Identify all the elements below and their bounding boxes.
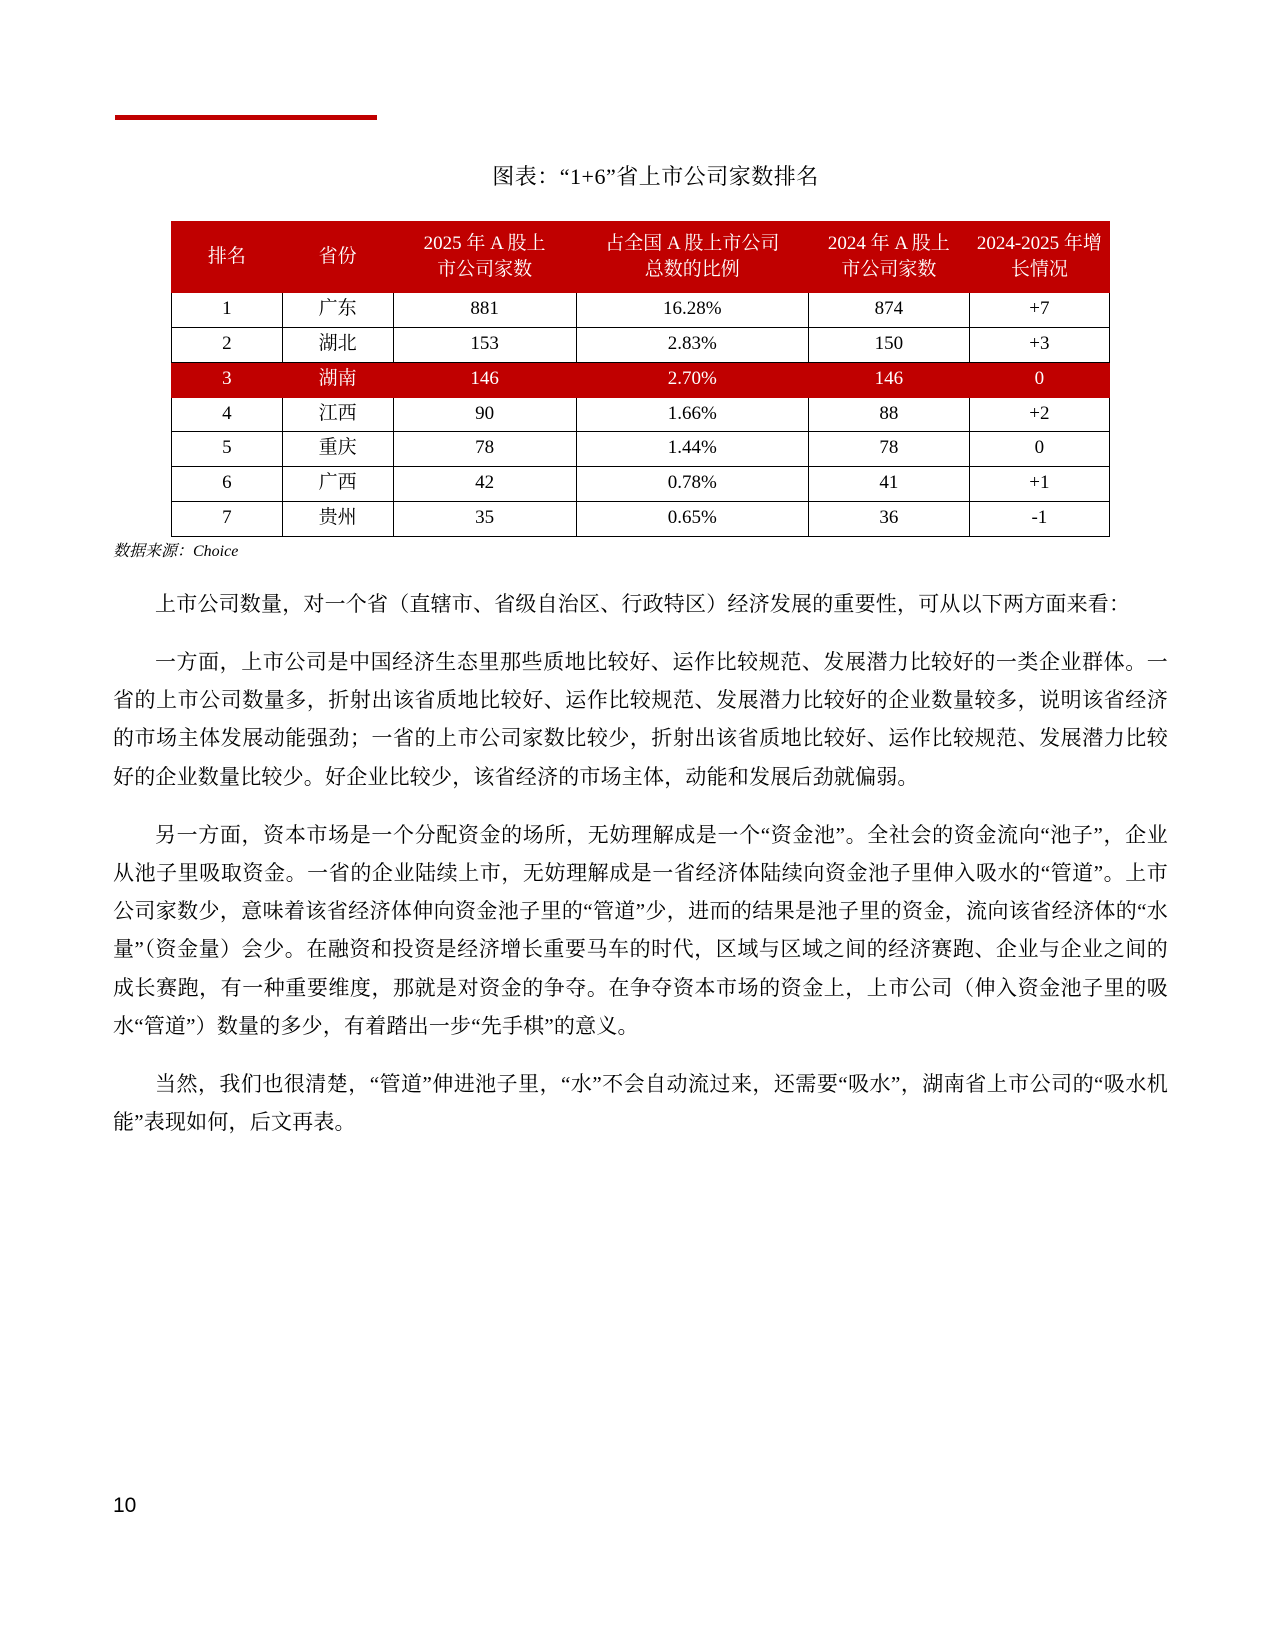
page-number: 10 [113,1494,137,1517]
cell-growth: +1 [969,467,1109,502]
column-header-count-2025 [393,222,576,293]
cell-count-2025: 881 [393,293,576,328]
cell-count-2025: 35 [393,502,576,537]
cell-growth: +2 [969,397,1109,432]
table-row [172,328,1110,363]
cell-province: 贵州 [282,502,393,537]
cell-share: 16.28% [576,293,808,328]
body-paragraph: 当然，我们也很清楚，“管道”伸进池子里，“水”不会自动流过来，还需要“吸水”，湖南省上市公司的“吸水机能”表现如何，后文再表。 [113,1072,1168,1135]
cell-count-2025: 146 [393,362,576,397]
cell-province: 广东 [282,293,393,328]
column-header-count-2025-line2: 市公司家数 [437,258,533,280]
figure-title: 图表：“1+6”省上市公司家数排名 [492,164,819,189]
table-row [172,362,1110,397]
cell-share: 0.65% [576,502,808,537]
cell-growth: +7 [969,293,1109,328]
page-content [113,160,1168,1162]
table-row [172,467,1110,502]
body-paragraph: 一方面，上市公司是中国经济生态里那些质地比较好、运作比较规范、发展潜力比较好的一类企业群体。一省的上市公司数量多，折射出该省质地比较好、运作比较规范、发展潜力比较好的企业数量较多，说明该省经济的市场主体发展动能强劲；一省的上市公司家数比较少，折射出该省质地比较好、运作比较规范、发展潜力比较好的企业数量比较少。好企业比较少，该省经济的市场主体，动能和发展后劲就偏弱。 [113,649,1168,789]
column-header-growth-line1: 2024-2025 年增 [976,233,1102,254]
cell-rank: 3 [172,362,283,397]
cell-share: 2.83% [576,328,808,363]
cell-rank: 5 [172,432,283,467]
column-header-province [282,222,393,293]
column-header-growth-line2: 长情况 [1010,258,1068,280]
listed-companies-ranking-table [171,221,1110,537]
cell-count-2024: 41 [808,467,969,502]
table-header-row [172,222,1110,293]
cell-count-2024: 36 [808,502,969,537]
cell-share: 0.78% [576,467,808,502]
body-text [113,585,1168,1142]
cell-rank: 1 [172,293,283,328]
cell-rank: 4 [172,397,283,432]
cell-growth: 0 [969,362,1109,397]
cell-rank: 2 [172,328,283,363]
column-header-rank-label: 排名 [207,245,246,267]
cell-count-2025: 153 [393,328,576,363]
source-note: 数据来源：Choice [113,542,239,560]
column-header-count-2024-line2: 市公司家数 [841,258,937,280]
table-row [172,397,1110,432]
body-paragraph: 另一方面，资本市场是一个分配资金的场所，无妨理解成是一个“资金池”。全社会的资金流向“池子”，企业从池子里吸取资金。一省的企业陆续上市，无妨理解成是一省经济体陆续向资金池子里伸入吸水的“管道”。上市公司家数少，意味着该省经济体伸向资金池子里的“管道”少，进而的结果是池子里的资金，流向该省经济体的“水量”（资金量）会少。在融资和投资是经济增长重要马车的时代，区域与区域之间的经济赛跑、企业与企业之间的成长赛跑，有一种重要维度，那就是对资金的争夺。在争夺资本市场的资金上，上市公司（伸入资金池子里的吸水“管道”）数量的多少，有着踏出一步“先手棋”的意义。 [113,822,1168,1038]
cell-growth: -1 [969,502,1109,537]
column-header-share [576,222,808,293]
body-paragraph: 上市公司数量，对一个省（直辖市、省级自治区、行政特区）经济发展的重要性，可从以下两方面来看： [155,591,1131,616]
cell-province: 广西 [282,467,393,502]
cell-share: 1.66% [576,397,808,432]
column-header-share-line1: 占全国 A 股上市公司 [605,233,780,254]
cell-share: 1.44% [576,432,808,467]
cell-count-2025: 78 [393,432,576,467]
column-header-rank [172,222,283,293]
cell-province: 湖北 [282,328,393,363]
cell-growth: +3 [969,328,1109,363]
table-body [172,293,1110,537]
table-container [113,221,1168,537]
cell-share: 2.70% [576,362,808,397]
table-row [172,502,1110,537]
table-row [172,293,1110,328]
column-header-province-label: 省份 [318,245,357,267]
cell-province: 湖南 [282,362,393,397]
table-row [172,432,1110,467]
column-header-count-2025-line1: 2025 年 A 股上 [423,233,546,254]
cell-count-2024: 874 [808,293,969,328]
cell-rank: 6 [172,467,283,502]
cell-province: 重庆 [282,432,393,467]
cell-count-2025: 42 [393,467,576,502]
column-header-count-2024 [808,222,969,293]
cell-rank: 7 [172,502,283,537]
column-header-growth [969,222,1109,293]
cell-count-2024: 146 [808,362,969,397]
column-header-share-line2: 总数的比例 [644,258,740,280]
cell-growth: 0 [969,432,1109,467]
column-header-count-2024-line1: 2024 年 A 股上 [827,233,950,254]
cell-count-2025: 90 [393,397,576,432]
table-header [172,222,1110,293]
header-rule-icon [115,115,377,120]
cell-count-2024: 150 [808,328,969,363]
cell-count-2024: 88 [808,397,969,432]
cell-province: 江西 [282,397,393,432]
cell-count-2024: 78 [808,432,969,467]
